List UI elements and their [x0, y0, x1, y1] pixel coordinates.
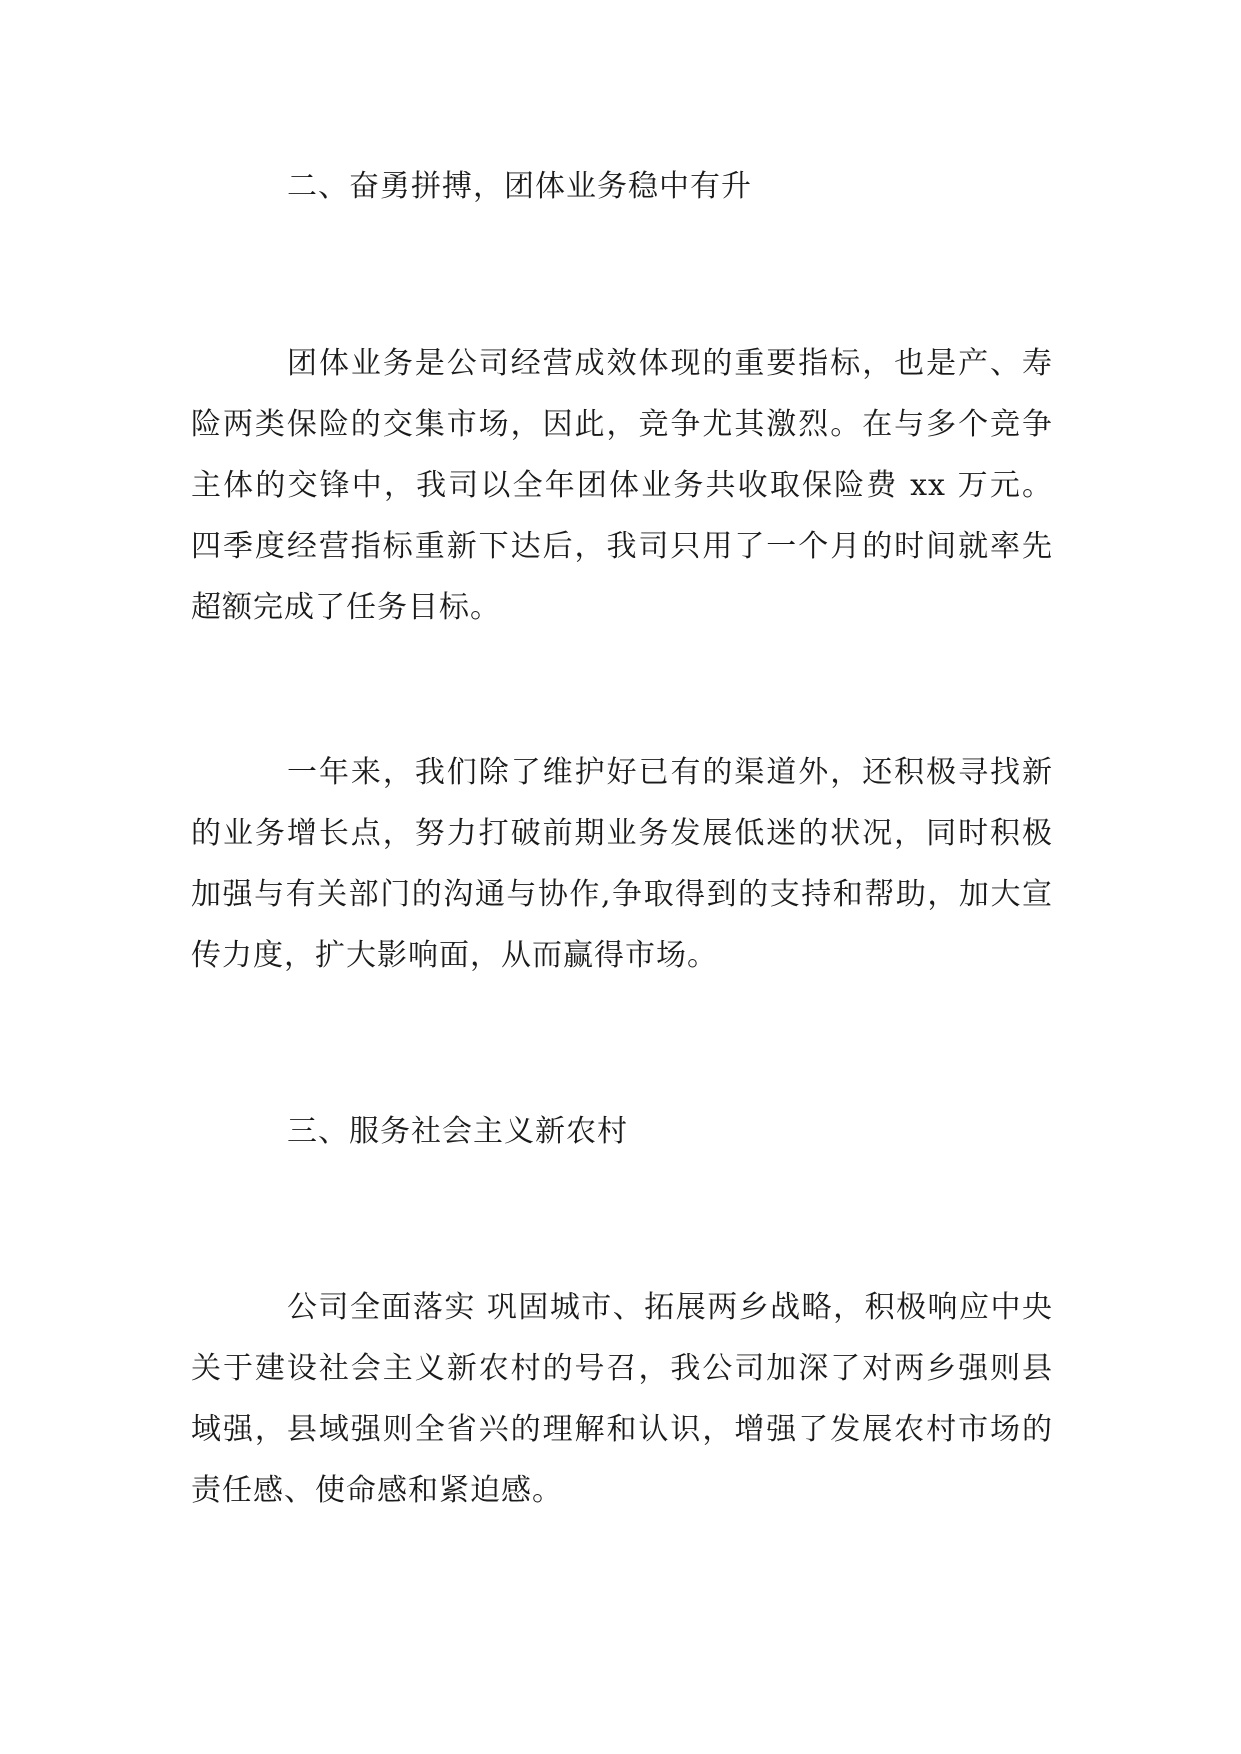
- section-heading-rural-service: 三、服务社会主义新农村: [287, 1114, 628, 1149]
- section-heading-group-business: 二、奋勇拼搏，团体业务稳中有升: [287, 169, 752, 204]
- paragraph-channel-expansion: 一年来，我们除了维护好已有的渠道外，还积极寻找新的业务增长点，努力打破前期业务发展低迷的状况，同时积极加强与有关部门的沟通与协作,争取得到的支持和帮助，加大宣传力度，扩大影响面，从而赢得市场。: [191, 755, 1053, 973]
- paragraph-rural-strategy: 公司全面落实 巩固城市、拓展两乡战略，积极响应中央关于建设社会主义新农村的号召，我公司加深了对两乡强则县域强，县域强则全省兴的理解和认识，增强了发展农村市场的责任感、使命感和紧迫感。: [191, 1290, 1053, 1508]
- paragraph-group-business-overview: 团体业务是公司经营成效体现的重要指标，也是产、寿险两类保险的交集市场，因此，竞争尤其激烈。在与多个竞争主体的交锋中，我司以全年团体业务共收取保险费 xx 万元。四季度经营指标重新下达后，我司只用了一个月的时间就率先超额完成了任务目标。: [191, 346, 1053, 625]
